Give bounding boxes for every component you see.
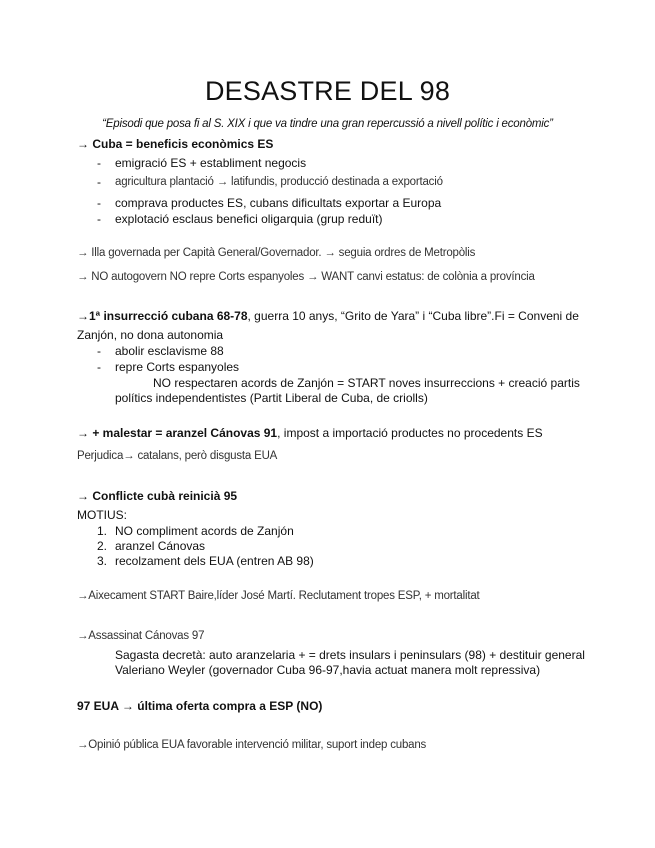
heading-malestar bbox=[77, 426, 543, 441]
bullet-dash: - bbox=[97, 156, 101, 170]
bullet-dash: - bbox=[97, 196, 101, 210]
list-item: aranzel Cánovas bbox=[115, 539, 206, 553]
page-title: DESASTRE DEL 98 bbox=[204, 76, 451, 106]
note-line: NO respectaren acords de Zanjón = START noves insurreccions + creació partis bbox=[153, 376, 580, 390]
bullet-dash: - bbox=[97, 212, 101, 226]
motius-label: MOTIUS: bbox=[77, 508, 127, 522]
list-item: emigració ES + establiment negocis bbox=[115, 156, 307, 170]
heading-insurreccio-bold: →1ª insurrecció cubana 68-78 bbox=[77, 309, 248, 323]
paragraph-aixecament: →Aixecament START Baire,líder José Martí. Reclutament tropes ESP, + mortalitat bbox=[77, 590, 480, 602]
heading-eua-oferta: 97 EUA → última oferta compra a ESP (NO) bbox=[77, 699, 323, 713]
list-number: 1. bbox=[97, 524, 108, 538]
heading-assassinat: →Assassinat Cánovas 97 bbox=[77, 630, 205, 642]
quote: “Episodi que posa fi al S. XIX i que va tindre una gran repercussió a nivell polític i econòmic” bbox=[102, 118, 553, 130]
list-item: NO compliment acords de Zanjón bbox=[115, 524, 294, 538]
note-line: polítics independentistes (Partit Liberal de Cuba, de criolls) bbox=[115, 391, 428, 405]
heading-malestar-bold: → + malestar = aranzel Cánovas 91 bbox=[77, 426, 278, 440]
paragraph-autogovern: → NO autogovern NO repre Corts espanyoles → WANT canvi estatus: de colònia a província bbox=[77, 271, 535, 283]
list-item: agricultura plantació → latifundis, producció destinada a exportació bbox=[115, 176, 443, 188]
bullet-dash: - bbox=[97, 344, 101, 358]
list-number: 3. bbox=[97, 554, 108, 568]
paragraph-opinio: →Opinió pública EUA favorable intervenció militar, suport indep cubans bbox=[77, 739, 427, 751]
heading-insurreccio bbox=[77, 309, 579, 324]
paragraph-sagasta: Sagasta decretà: auto aranzelaria + = drets insulars i peninsulars (98) + destituir general bbox=[115, 648, 585, 662]
list-item: repre Corts espanyoles bbox=[115, 360, 240, 374]
heading-insurreccio-line2: Zanjón, no dona autonomia bbox=[77, 328, 224, 342]
bullet-dash: - bbox=[97, 360, 101, 374]
paragraph-perjudica: Perjudica→ catalans, però disgusta EUA bbox=[77, 450, 278, 462]
bullet-dash: - bbox=[97, 175, 101, 189]
list-item: abolir esclavisme 88 bbox=[115, 344, 224, 358]
heading-insurreccio-rest: , guerra 10 anys, “Grito de Yara” i “Cuba libre”.Fi = Conveni de bbox=[247, 309, 579, 323]
heading-malestar-rest: , impost a importació productes no procedents ES bbox=[277, 426, 543, 440]
paragraph-sagasta: Valeriano Weyler (governador Cuba 96-97,havia actuat manera molt repressiva) bbox=[115, 663, 541, 677]
list-number: 2. bbox=[97, 539, 108, 553]
list-item: explotació esclaus benefici oligarquia (grup reduït) bbox=[115, 212, 383, 226]
heading-conflicte: → Conflicte cubà reinicià 95 bbox=[77, 489, 238, 503]
list-item: recolzament dels EUA (entren AB 98) bbox=[115, 554, 314, 568]
heading-cuba-beneficis: → Cuba = beneficis econòmics ES bbox=[77, 137, 274, 151]
paragraph-illa: → Illa governada per Capità General/Governador. → seguia ordres de Metropòlis bbox=[77, 247, 476, 259]
list-item: comprava productes ES, cubans dificultats exportar a Europa bbox=[115, 196, 442, 210]
